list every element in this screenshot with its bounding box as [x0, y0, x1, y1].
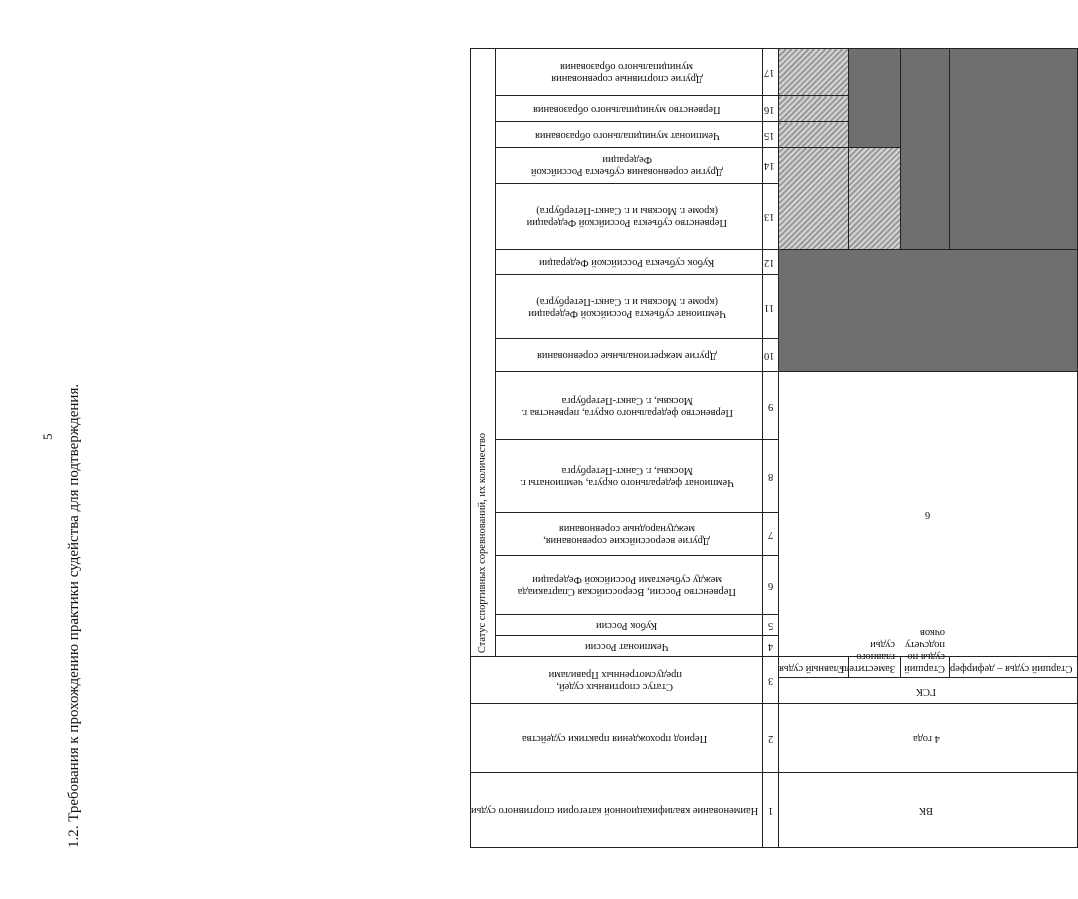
hatched-cell — [779, 49, 849, 96]
judge-row-1 — [779, 49, 849, 848]
comp-col-9: Первенство федерального округа, первенства г. Москвы, г. Санкт-Петербурга — [495, 372, 762, 440]
col-number: 7 — [763, 513, 779, 555]
comp-col-17: Другие спортивные соревнования муниципального образования — [495, 49, 762, 96]
col-number: 10 — [763, 339, 779, 372]
col-number: 13 — [763, 183, 779, 249]
comp-col-4: Чемпионат России — [495, 635, 762, 656]
col-number: 16 — [763, 96, 779, 122]
judge-status-header: Статус спортивных судей, предусмотренных Правилами — [471, 657, 763, 704]
comp-col-5: Кубок России — [495, 614, 762, 635]
page-number: 5 — [40, 433, 55, 440]
col-number: 17 — [763, 49, 779, 96]
required-count-cell: 6 — [779, 372, 1078, 657]
comp-col-14: Другие соревнования субъекта Российской Федерации — [495, 148, 762, 183]
comp-col-8: Чемпионат федерального округа, чемпионаты г. Москвы, г. Санкт-Петербурга — [495, 440, 762, 513]
comp-col-13: Первенство субъекта Российской Федерации (кроме г. Москвы и г. Санкт-Петербурга) — [495, 183, 762, 249]
hatched-cell — [779, 96, 849, 122]
comp-col-15: Чемпионат муниципального образования — [495, 122, 762, 148]
col-number: 5 — [763, 614, 779, 635]
column-number-row — [763, 49, 779, 848]
header-row-top — [471, 49, 496, 848]
gsk-cell: ГСК — [779, 678, 1078, 704]
section-heading: 1.2. Требования к прохождению практики судейства для подтверждения. — [66, 383, 82, 848]
period-header: Период прохождения практики судейства — [471, 704, 763, 772]
col-number: 14 — [763, 148, 779, 183]
shaded-cell — [779, 249, 1078, 372]
judge-role-cell: Заместитель главного судьи — [849, 657, 901, 678]
col-number: 8 — [763, 440, 779, 513]
comp-col-12: Кубок субъекта Российской Федерации — [495, 249, 762, 275]
category-name-header: Наименование квалификационной категории спортивного судьи — [471, 772, 763, 847]
col-number: 3 — [763, 657, 779, 704]
rotated-content — [66, 48, 1073, 848]
shaded-cell — [849, 49, 901, 148]
col-number: 12 — [763, 249, 779, 275]
comp-col-11: Чемпионат субъекта Российской Федерации (кроме г. Москвы и г. Санкт-Петербурга) — [495, 275, 762, 339]
comp-col-10: Другие межрегиональные соревнования — [495, 339, 762, 372]
col-number: 9 — [763, 372, 779, 440]
col-number: 1 — [763, 772, 779, 847]
hatched-cell — [779, 122, 849, 148]
shaded-cell — [901, 49, 950, 250]
shaded-cell — [950, 49, 1078, 250]
judge-role-cell: Старший судья – дефирфер — [950, 657, 1078, 678]
col-number: 15 — [763, 122, 779, 148]
category-cell: ВК — [779, 772, 1078, 847]
col-number: 11 — [763, 275, 779, 339]
judging-practice-table — [470, 48, 1078, 848]
col-number: 2 — [763, 704, 779, 772]
hatched-cell — [849, 148, 901, 249]
col-number: 6 — [763, 555, 779, 614]
comp-col-7: Другие всероссийские соревнования, международные соревнования — [495, 513, 762, 555]
period-cell: 4 года — [779, 704, 1078, 772]
judge-role-cell: Старший судья по подсчету очков — [901, 657, 950, 678]
comp-col-16: Первенство муниципального образования — [495, 96, 762, 122]
col-number: 4 — [763, 635, 779, 656]
comp-col-6: Первенство России, Всероссийская Спартакиада между субъектами Российской Федерации — [495, 555, 762, 614]
hatched-cell — [779, 148, 849, 249]
competitions-status-header: Статус спортивных соревнований, их количество — [471, 49, 496, 657]
judge-role-cell: Главный судья — [779, 657, 849, 678]
